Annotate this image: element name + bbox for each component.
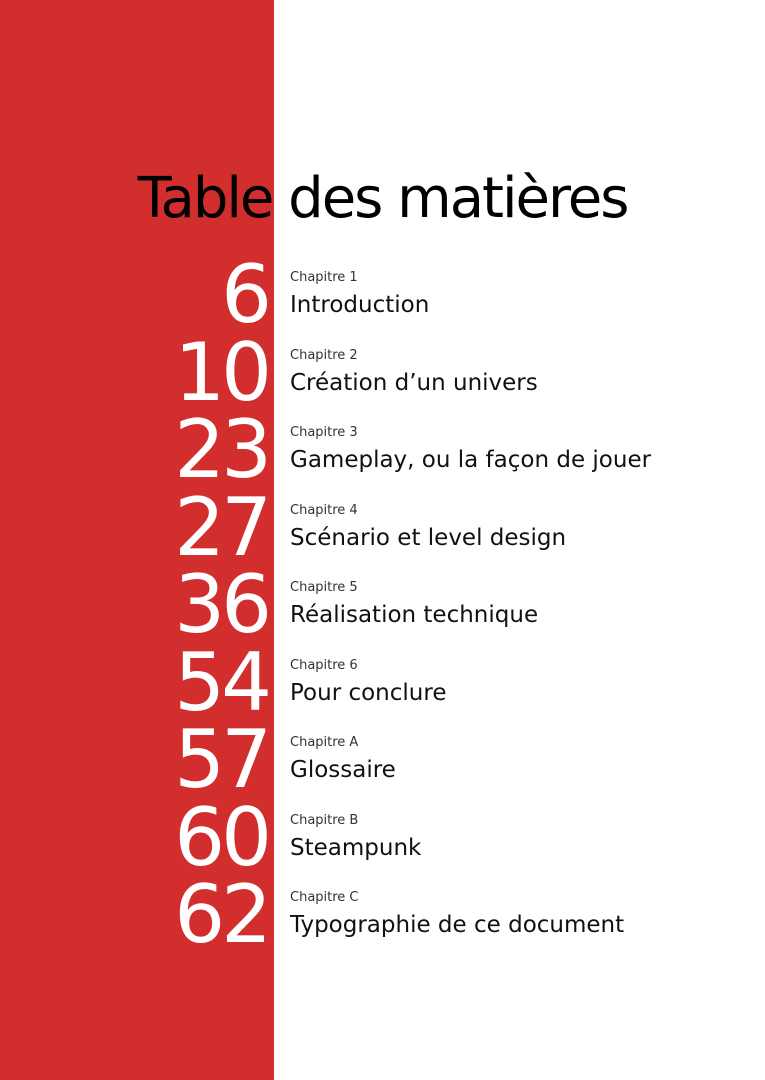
chapter-title: Introduction <box>290 292 430 318</box>
toc-entry-6[interactable] <box>0 635 765 729</box>
chapter-label: Chapitre 3 <box>290 425 358 440</box>
toc-entry-2[interactable] <box>0 325 765 419</box>
toc-entry-8[interactable] <box>0 790 765 884</box>
page-number: 36 <box>174 558 268 651</box>
chapter-title: Création d’un univers <box>290 369 538 396</box>
chapter-title: Réalisation technique <box>290 602 539 628</box>
chapter-title: Steampunk <box>290 834 422 861</box>
chapter-label: Chapitre B <box>290 812 359 828</box>
page-number: 27 <box>174 480 268 574</box>
toc-entry-4[interactable] <box>0 480 765 574</box>
chapter-label: Chapitre 5 <box>290 580 358 595</box>
page-number: 54 <box>174 635 268 729</box>
toc-entry-9[interactable] <box>0 868 765 961</box>
chapter-label: Chapitre C <box>290 890 359 905</box>
chapter-label: Chapitre 1 <box>290 270 358 285</box>
chapter-label: Chapitre 6 <box>290 657 358 673</box>
page-number: 23 <box>174 403 268 496</box>
page-number: 10 <box>174 325 268 419</box>
page-number: 60 <box>174 790 268 884</box>
chapter-title: Typographie de ce document <box>290 912 625 938</box>
toc-entry-5[interactable] <box>0 558 765 651</box>
table-of-contents <box>0 248 765 961</box>
chapter-label: Chapitre 4 <box>290 502 358 518</box>
chapter-title: Pour conclure <box>290 679 447 706</box>
page-number: 62 <box>174 868 268 961</box>
toc-entry-1[interactable] <box>0 248 765 341</box>
page-title: Table des matières <box>137 166 628 231</box>
toc-entry-7[interactable] <box>0 713 765 806</box>
page-number: 6 <box>221 248 268 341</box>
chapter-title: Gameplay, ou la façon de jouer <box>290 447 652 473</box>
toc-entry-3[interactable] <box>0 403 765 496</box>
chapter-label: Chapitre A <box>290 735 359 750</box>
page-number: 57 <box>174 713 268 806</box>
chapter-label: Chapitre 2 <box>290 347 358 363</box>
chapter-title: Scénario et level design <box>290 524 567 551</box>
chapter-title: Glossaire <box>290 757 396 783</box>
